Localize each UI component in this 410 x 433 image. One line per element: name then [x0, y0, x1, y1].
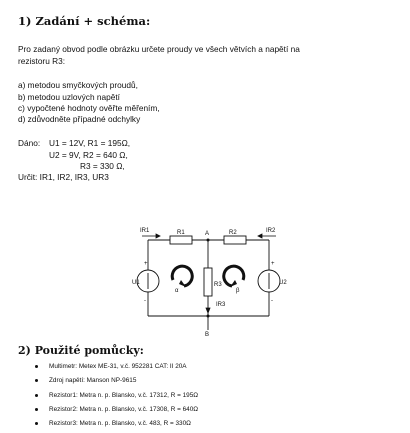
intro-line-1: Pro zadaný obvod podle obrázku určete proudy ve všech větvích a napětí na: [18, 44, 300, 54]
label-beta: β: [236, 288, 240, 294]
list-item: Rezistor3: Metra n. p. Blansko, v.č. 483, R = 330Ω: [35, 419, 198, 433]
section2-heading: [18, 344, 144, 357]
node-a-dot: [207, 239, 210, 242]
resistor-r2: [224, 236, 246, 244]
given-line-1: U1 = 12V, R1 = 195Ω,: [49, 138, 131, 148]
list-item: Multimetr: Metex ME-31, v.č. 952281 CAT: II 20A: [35, 362, 198, 376]
resistor-r1: [170, 236, 192, 244]
list-item: Zdroj napětí: Manson NP-9615: [35, 376, 198, 390]
task-b: b) metodou uzlových napětí: [18, 92, 120, 102]
section1-number: 1): [18, 14, 32, 28]
given-line-2: U2 = 9V, R2 = 640 Ω,: [49, 150, 128, 160]
label-u1-plus: +: [144, 261, 148, 267]
determine-line: Určit: IR1, IR2, IR3, UR3: [18, 172, 109, 182]
task-c: c) vypočtené hodnoty ověřte měřením,: [18, 103, 160, 113]
task-a: a) metodou smyčkových proudů,: [18, 80, 138, 90]
node-b-dot: [207, 315, 210, 318]
resistor-r3: [204, 268, 212, 296]
intro-line-2: rezistoru R3:: [18, 56, 66, 66]
label-ir3: IR3: [216, 302, 226, 308]
label-r1: R1: [177, 230, 185, 236]
loop-alpha-arrowhead-icon: [179, 280, 186, 287]
section1-title: Zadání + schéma:: [35, 14, 151, 28]
tools-list: [35, 362, 198, 433]
given-label: Dáno:: [18, 138, 41, 148]
ir2-arrowhead-icon: [258, 234, 262, 238]
section2-title: Použité pomůcky:: [34, 344, 144, 357]
label-u2-plus: +: [271, 261, 275, 267]
section2-number: 2): [18, 344, 31, 357]
label-u2-minus: -: [271, 298, 273, 304]
loop-beta-arrowhead-icon: [230, 280, 237, 287]
label-r2: R2: [229, 230, 237, 236]
label-u1: U1: [132, 280, 140, 286]
list-item: Rezistor2: Metra n. p. Blansko, v.č. 17308, R = 640Ω: [35, 405, 198, 419]
label-r3: R3: [214, 282, 222, 288]
label-ir2: IR2: [266, 228, 276, 234]
label-node-a: A: [205, 231, 210, 237]
list-item: Rezistor1: Metra n. p. Blansko, v.č. 17312, R = 195Ω: [35, 391, 198, 405]
task-d: d) zdůvodněte případné odchylky: [18, 114, 141, 124]
ir3-arrowhead-icon: [206, 308, 210, 313]
label-u2: U2: [279, 280, 287, 286]
label-u1-minus: -: [144, 298, 146, 304]
label-ir1: IR1: [140, 228, 150, 234]
section1-heading: [18, 14, 150, 28]
label-node-b: B: [205, 332, 210, 338]
ir1-arrowhead-icon: [156, 234, 160, 238]
label-alpha: α: [175, 288, 179, 294]
given-line-3: R3 = 330 Ω,: [80, 161, 125, 171]
circuit-schematic: [128, 222, 298, 340]
